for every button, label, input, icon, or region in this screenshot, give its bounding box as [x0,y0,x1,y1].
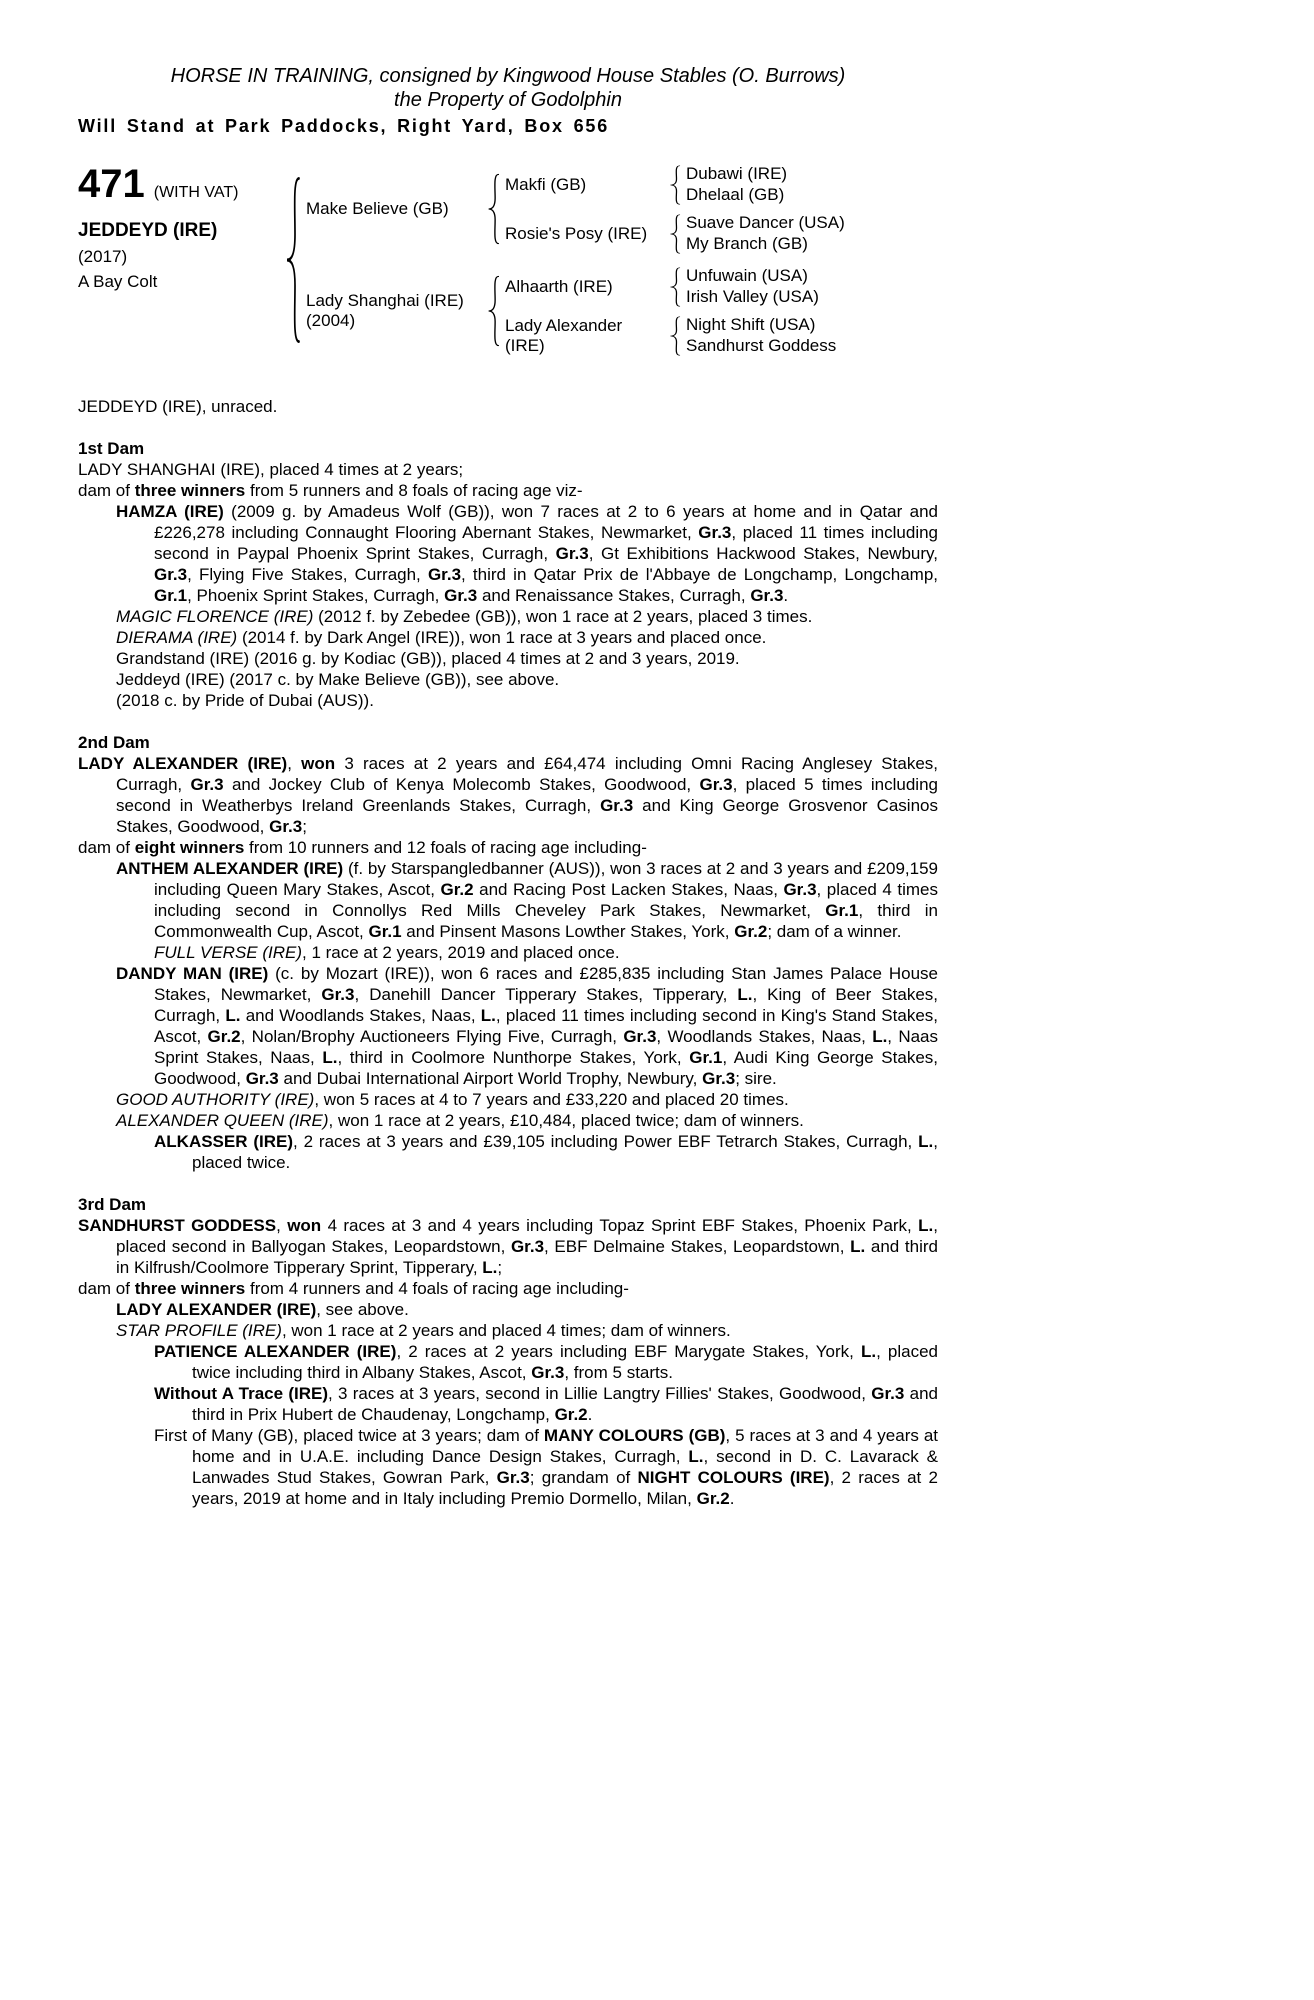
ancestor-name: Sandhurst Goddess [686,336,837,355]
catalogue-paragraph: STAR PROFILE (IRE), won 1 race at 2 years and placed 4 times; dam of winners. [116,1321,731,1340]
ancestor-name: My Branch (GB) [686,234,808,253]
foaling-year: (2017) [78,247,128,266]
catalogue-paragraph: LADY ALEXANDER (IRE), see above. [116,1300,409,1319]
dam-ancestors [505,266,886,356]
catalogue-paragraph: dam of three winners from 5 runners and 8 foals of racing age viz- [78,481,583,500]
ancestor-name: Dubawi (IRE) [686,164,788,183]
ancestor-name: Night Shift (USA) [686,315,816,334]
dam-sire-branch [505,266,886,307]
catalogue-paragraph: dam of three winners from 4 runners and 4 foals of racing age including- [78,1279,629,1298]
pedigree-brace-icon [669,165,681,205]
catalogue-body [78,396,938,1509]
catalogue-paragraph: FULL VERSE (IRE), 1 race at 2 years, 2019 and placed once. [154,943,620,962]
catalogue-paragraph: Grandstand (IRE) (2016 g. by Kodiac (GB)), placed 4 times at 2 and 3 years, 2019. [116,649,740,668]
catalogue-paragraph: ANTHEM ALEXANDER (IRE) (f. by Starspangledbanner (AUS)), won 3 races at 2 and 3 years and £209,159 including Queen Mary Stakes, Ascot, Gr.2 and Racing Post Lacken Stakes, Naas, Gr.3, placed 4 times including second in Connollys Red Mills Cheveley Park Stakes, Newmarket, Gr.1, third in Commonwealth Cup, Ascot, Gr.1 and Pinsent Masons Lowther Stakes, York, Gr.2; dam of a winner. [116,859,938,941]
sire-dam-parents [686,213,886,254]
unraced-line: JEDDEYD (IRE), unraced. [78,397,278,416]
stabling-line: Will Stand at Park Paddocks, Right Yard, Box 656 [78,116,610,136]
dam-heading: 1st Dam [78,439,145,458]
dam-heading: 3rd Dam [78,1195,147,1214]
sire-branch [306,164,886,254]
pedigree-brace-icon [669,267,681,307]
pedigree-section [78,164,938,356]
sire-dam-branch [505,213,886,254]
sire-dam-name: Rosie's Posy (IRE) [505,223,648,243]
catalogue-paragraph: HAMZA (IRE) (2009 g. by Amadeus Wolf (GB)), won 7 races at 2 to 6 years at home and in Qatar and £226,278 including Connaught Flooring Abernant Stakes, Newmarket, Gr.3, placed 11 times including second in Paypal Phoenix Sprint Stakes, Curragh, Gr.3, Gt Exhibitions Hackwood Stakes, Newbury, Gr.3, Flying Five Stakes, Curragh, Gr.3, third in Qatar Prix de l'Abbaye de Longchamp, Longchamp, Gr.1, Phoenix Sprint Stakes, Curragh, Gr.3 and Renaissance Stakes, Curragh, Gr.3. [116,502,939,605]
dam-branch [306,266,886,356]
catalogue-paragraph: First of Many (GB), placed twice at 3 years; dam of MANY COLOURS (GB), 5 races at 3 and 4 years at home and in U.A.E. including Dance Design Stakes, Curragh, L., second in D. C. Lavarack & Lanwades Stud Stakes, Gowran Park, Gr.3; grandam of NIGHT COLOURS (IRE), 2 races at 2 years, 2019 at home and in Italy including Premio Dormello, Milan, Gr.2. [154,1426,939,1508]
pedigree-brace-icon [487,275,500,347]
catalogue-paragraph: ALKASSER (IRE), 2 races at 3 years and £39,105 including Power EBF Tetrarch Stakes, Curragh, L., placed twice. [154,1132,938,1172]
horse-description: A Bay Colt [78,272,158,291]
catalogue-paragraph: (2018 c. by Pride of Dubai (AUS)). [116,691,374,710]
dam-dam-name: Lady Alexander (IRE) [505,315,623,355]
ancestor-name: Irish Valley (USA) [686,287,819,306]
dam-heading: 2nd Dam [78,733,150,752]
page-header [78,64,938,138]
generation-1 [306,164,886,356]
lot-block [78,164,283,292]
ancestor-name: Suave Dancer (USA) [686,213,845,232]
pedigree-brace-icon [285,175,301,345]
catalogue-paragraph: SANDHURST GODDESS, won 4 races at 3 and 4 years including Topaz Sprint EBF Stakes, Phoenix Park, L., placed second in Ballyogan Stakes, Leopardstown, Gr.3, EBF Delmaine Stakes, Leopardstown, L. and third in Kilfrush/Coolmore Tipperary Sprint, Tipperary, L.; [78,1216,938,1277]
sire-sire-parents [686,164,886,205]
pedigree-brace-icon [487,173,500,245]
catalogue-paragraph: PATIENCE ALEXANDER (IRE), 2 races at 2 years including EBF Marygate Stakes, York, L., placed twice including third in Albany Stakes, Ascot, Gr.3, from 5 starts. [154,1342,938,1382]
catalogue-paragraph: Jeddeyd (IRE) (2017 c. by Make Believe (GB)), see above. [116,670,560,689]
lot-number: 471 [78,162,145,206]
consignor-line: HORSE IN TRAINING, consigned by Kingwood House Stables (O. Burrows) [170,65,846,87]
catalogue-paragraph: MAGIC FLORENCE (IRE) (2012 f. by Zebedee (GB)), won 1 race at 2 years, placed 3 times. [116,607,813,626]
dam-sire-name: Alhaarth (IRE) [505,276,613,296]
pedigree-brace-icon [669,316,681,356]
sire-sire-name: Makfi (GB) [505,174,587,194]
sire-ancestors [505,164,886,254]
sire-name: Make Believe (GB) [306,199,449,218]
property-line: the Property of Godolphin [394,89,622,111]
catalogue-paragraph: DANDY MAN (IRE) (c. by Mozart (IRE)), won 6 races and £285,835 including Stan James Palace House Stakes, Newmarket, Gr.3, Danehill Dancer Tipperary Stakes, Tipperary, L., King of Beer Stakes, Curragh, L. and Woodlands Stakes, Naas, L., placed 11 times including second in King's Stand Stakes, Ascot, Gr.2, Nolan/Brophy Auctioneers Flying Five, Curragh, Gr.3, Woodlands Stakes, Naas, L., Naas Sprint Stakes, Naas, L., third in Coolmore Nunthorpe Stakes, York, Gr.1, Audi King George Stakes, Goodwood, Gr.3 and Dubai International Airport World Trophy, Newbury, Gr.3; sire. [116,964,939,1088]
catalogue-paragraph: dam of eight winners from 10 runners and 12 foals of racing age including- [78,838,647,857]
ancestor-name: Unfuwain (USA) [686,266,808,285]
catalogue-paragraph: Without A Trace (IRE), 3 races at 3 years, second in Lillie Langtry Fillies' Stakes, Goodwood, Gr.3 and third in Prix Hubert de Chaudenay, Longchamp, Gr.2. [154,1384,938,1424]
dam-dam-parents [686,315,886,356]
horse-name: JEDDEYD (IRE) [78,220,218,241]
catalogue-paragraph: LADY SHANGHAI (IRE), placed 4 times at 2 years; [78,460,464,479]
lot-number-row [78,164,283,204]
pedigree-tree [283,164,886,356]
catalogue-paragraph: ALEXANDER QUEEN (IRE), won 1 race at 2 years, £10,484, placed twice; dam of winners. [116,1111,804,1130]
dam-dam-branch [505,315,886,356]
pedigree-brace-icon [669,214,681,254]
dam-name: Lady Shanghai (IRE) (2004) [306,291,481,331]
ancestor-name: Dhelaal (GB) [686,185,785,204]
dam-year: (2004) [306,311,356,330]
catalogue-paragraph: LADY ALEXANDER (IRE), won 3 races at 2 years and £64,474 including Omni Racing Anglesey Stakes, Curragh, Gr.3 and Jockey Club of Kenya Molecomb Stakes, Goodwood, Gr.3, placed 5 times including second in Weatherbys Ireland Greenlands Stakes, Curragh, Gr.3 and King George Grosvenor Casinos Stakes, Goodwood, Gr.3; [78,754,938,836]
catalogue-paragraph: DIERAMA (IRE) (2014 f. by Dark Angel (IRE)), won 1 race at 3 years and placed once. [116,628,767,647]
vat-note: (WITH VAT) [153,184,239,201]
dam-sire-parents [686,266,886,307]
catalogue-paragraph: GOOD AUTHORITY (IRE), won 5 races at 4 to 7 years and £33,220 and placed 20 times. [116,1090,789,1109]
sire-sire-branch [505,164,886,205]
page-content [78,64,938,1509]
